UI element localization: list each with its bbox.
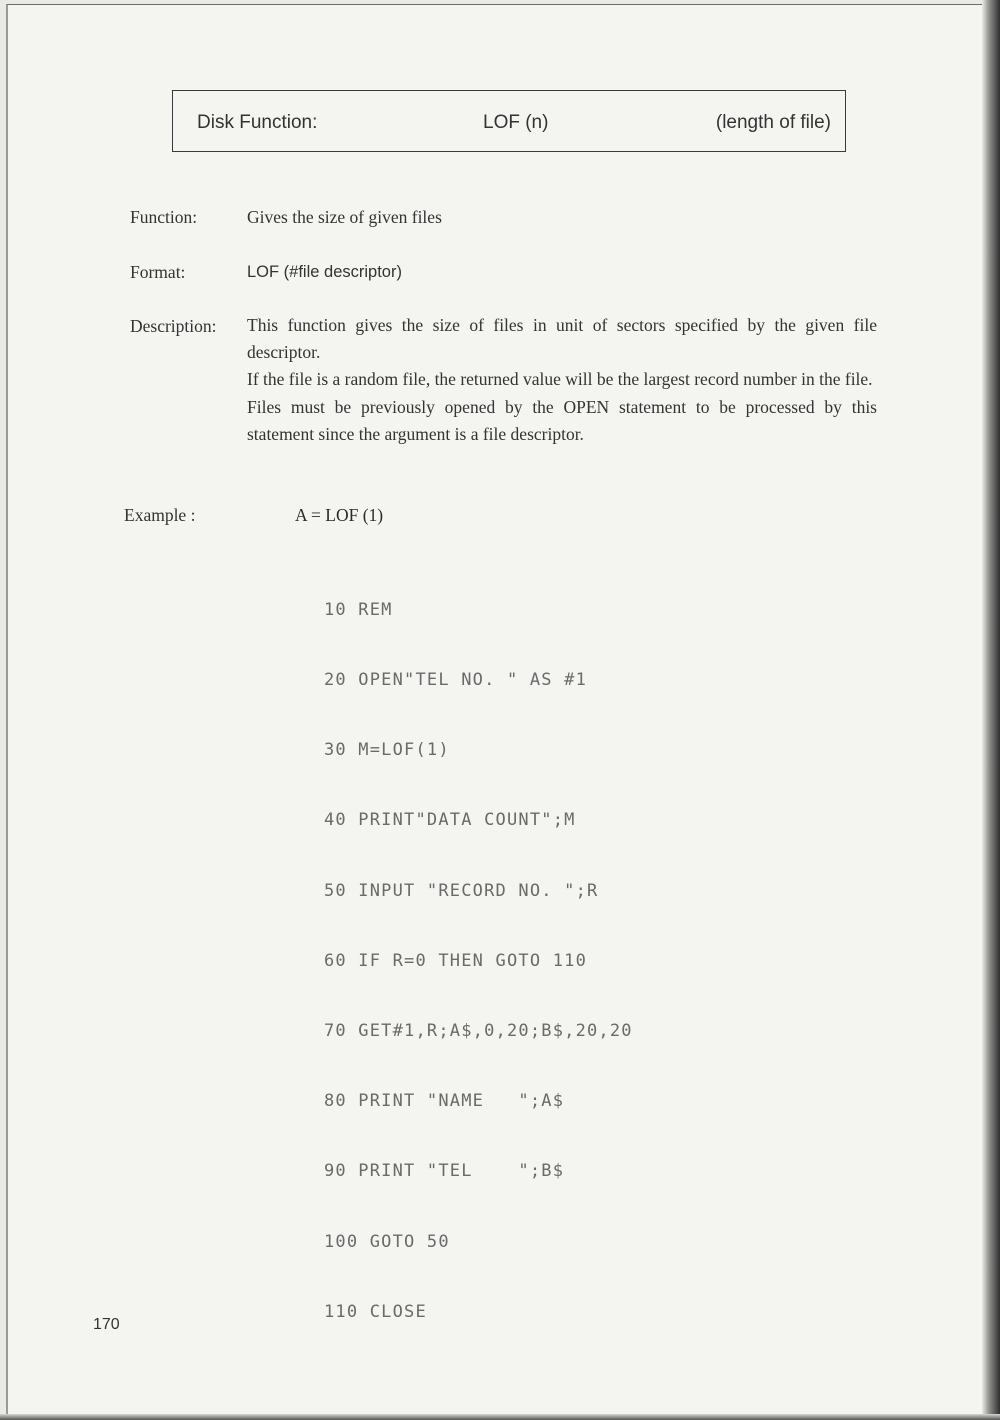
page-number: 170	[93, 1316, 120, 1333]
format-text: LOF (#file descriptor)	[247, 263, 402, 281]
code-line: 80 PRINT "NAME ";A$	[324, 1091, 565, 1112]
example-label: Example :	[124, 505, 196, 525]
header-function-name: LOF (n)	[483, 112, 549, 133]
code-line: 40 PRINT"DATA COUNT";M	[324, 810, 576, 831]
description-paragraph: This function gives the size of files in unit of sectors specified by the given file descriptor.	[247, 315, 877, 363]
book-binding-shadow	[982, 0, 1000, 1420]
code-line: 30 M=LOF(1)	[324, 740, 450, 761]
description-paragraph: If the file is a random file, the returned value will be the largest record number in the file.	[247, 369, 873, 390]
description-text	[247, 312, 877, 448]
code-line: 70 GET#1,R;A$,0,20;B$,20,20	[324, 1021, 633, 1042]
header-function-meaning: (length of file)	[715, 112, 831, 133]
description-label: Description:	[130, 316, 217, 336]
page-bottom-edge	[0, 1414, 1000, 1420]
description-paragraph: Files must be previously opened by the OPEN statement to be processed by this statement since the argument is a file descriptor.	[247, 396, 877, 444]
function-header-box	[172, 90, 846, 152]
code-line: 110 CLOSE	[324, 1301, 427, 1322]
format-label: Format:	[130, 262, 186, 282]
code-line: 50 INPUT "RECORD NO. ";R	[324, 880, 599, 901]
code-line: 60 IF R=0 THEN GOTO 110	[324, 950, 588, 971]
code-line: 90 PRINT "TEL ";B$	[324, 1161, 565, 1182]
function-label: Function:	[130, 207, 198, 227]
header-category: Disk Function:	[197, 112, 318, 133]
code-line: 10 REM	[324, 599, 393, 620]
code-line: 100 GOTO 50	[324, 1231, 450, 1252]
example-program-listing	[324, 552, 633, 1348]
function-text: Gives the size of given files	[247, 207, 442, 227]
code-line: 20 OPEN"TEL NO. " AS #1	[324, 670, 588, 691]
example-statement: A = LOF (1)	[295, 505, 384, 525]
